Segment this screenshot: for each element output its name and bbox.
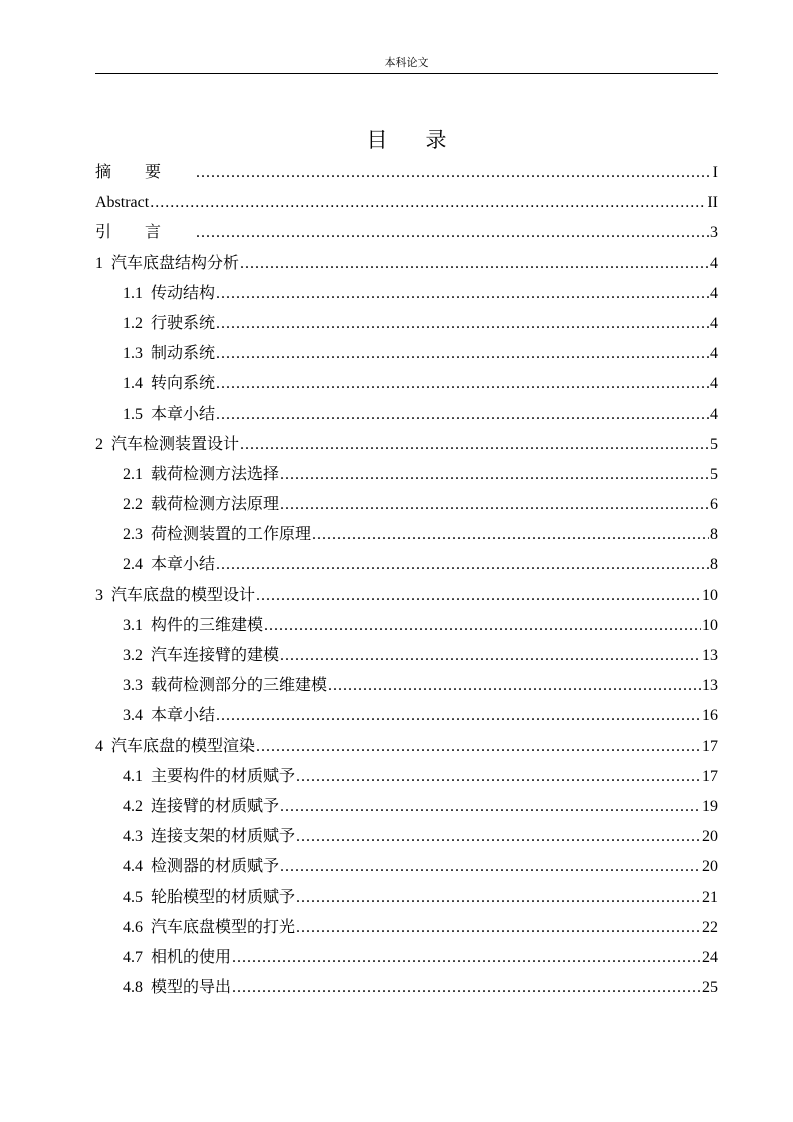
dot-leader [256,732,701,762]
toc-entry-label: 汽车连接臂的建模 [151,647,280,664]
toc-entry-page: 22 [702,918,718,936]
toc-entry-number: 2 [95,435,103,453]
dot-leader [232,973,701,1003]
toc-entry[interactable] [95,309,718,339]
toc-entry[interactable] [95,158,718,188]
toc-entry[interactable] [95,762,718,792]
dot-leader [216,309,709,339]
toc-title: 目录 [366,128,485,152]
toc-entry-page: 4 [710,405,718,423]
toc-entry-page: 21 [702,888,718,906]
toc-entry[interactable] [95,550,718,580]
toc-entry[interactable] [95,460,718,490]
dot-leader [296,822,701,852]
toc-entry-page: 8 [710,556,718,574]
toc-entry-label: 汽车底盘模型的打光 [151,918,296,936]
dot-leader [256,581,701,611]
toc-entry-page: 3 [710,224,718,242]
toc-entry-number: 4 [95,737,103,755]
toc-entry-page: 24 [702,948,718,966]
toc-entry-label: 本章小结 [151,556,216,574]
toc-entry[interactable] [95,641,718,671]
toc-entry-label: 载荷检测方法原理 [151,496,280,514]
toc-entry-number: 4.5 [123,888,143,906]
toc-entry[interactable] [95,581,718,611]
toc-entry-label: 本章小结 [151,405,216,423]
toc-entry-label: 模型的导出 [151,979,232,997]
toc-entry-page: 4 [710,314,718,332]
toc-entry-number: 1.3 [123,345,143,363]
toc-entry-label: 摘要 [95,164,196,181]
toc-entry[interactable] [95,852,718,882]
toc-entry-page: 4 [710,254,718,272]
toc-entry-number: 2.4 [123,556,143,574]
toc-entry-label: 轮胎模型的材质赋予 [151,888,296,906]
toc-entry-number: 1.5 [123,405,143,423]
table-of-contents [95,158,718,1003]
dot-leader [280,852,701,882]
dot-leader [216,369,709,399]
toc-entry-number: 4.6 [123,918,143,936]
toc-entry-label: 汽车底盘结构分析 [111,254,240,272]
toc-entry-number: 1.2 [123,314,143,332]
toc-entry-label: 主要构件的材质赋予 [151,767,296,785]
dot-leader [280,460,709,490]
toc-entry-label: 转向系统 [151,375,216,393]
toc-entry[interactable] [95,430,718,460]
toc-entry-label: 荷检测装置的工作原理 [151,526,312,544]
toc-entry[interactable] [95,611,718,641]
toc-entry-number: 1.1 [123,284,143,302]
toc-entry-page: 20 [702,858,718,876]
toc-entry[interactable] [95,671,718,701]
toc-entry-page: II [707,194,718,212]
dot-leader [264,611,701,641]
toc-entry[interactable] [95,943,718,973]
toc-entry-label: 连接支架的材质赋予 [151,828,296,846]
toc-entry-label: 传动结构 [151,284,216,302]
toc-entry[interactable] [95,249,718,279]
toc-entry-page: 13 [702,677,718,695]
toc-entry-number: 2.2 [123,496,143,514]
toc-entry-label: 载荷检测方法选择 [151,465,280,483]
dot-leader [216,339,709,369]
dot-leader [150,188,706,218]
dot-leader [216,550,709,580]
toc-entry-label: 构件的三维建模 [151,616,264,634]
toc-entry[interactable] [95,218,718,248]
toc-entry-page: 20 [702,828,718,846]
dot-leader [196,158,712,188]
toc-entry[interactable] [95,732,718,762]
toc-entry-number: 3 [95,586,103,604]
toc-entry-number: 1 [95,254,103,272]
toc-entry[interactable] [95,188,718,218]
toc-entry[interactable] [95,400,718,430]
toc-entry-number: 1.4 [123,375,143,393]
toc-entry-page: 8 [710,526,718,544]
dot-leader [328,671,701,701]
header-rule [95,73,718,74]
dot-leader [216,279,709,309]
toc-entry-page: 17 [702,767,718,785]
toc-entry-number: 3.4 [123,707,143,725]
toc-entry-label: 汽车检测装置设计 [111,435,240,453]
toc-entry-label: 汽车底盘的模型设计 [111,586,256,604]
toc-entry-number: 3.2 [123,647,143,664]
toc-entry-page: 17 [702,737,718,755]
toc-entry-page: 4 [710,284,718,302]
toc-entry[interactable] [95,339,718,369]
dot-leader [232,943,701,973]
toc-entry-page: 25 [702,979,718,997]
toc-entry-page: I [712,164,718,181]
dot-leader [280,641,701,671]
toc-entry-number: 4.7 [123,948,143,966]
toc-entry-label: 连接臂的材质赋予 [151,797,280,815]
toc-entry-number: 4.8 [123,979,143,997]
dot-leader [216,400,709,430]
toc-entry-page: 10 [702,616,718,634]
toc-entry-number: 3.1 [123,616,143,634]
dot-leader [196,218,709,248]
dot-leader [296,913,701,943]
toc-entry-label: 载荷检测部分的三维建模 [151,677,328,695]
toc-entry[interactable] [95,822,718,852]
toc-entry[interactable] [95,279,718,309]
dot-leader [296,883,701,913]
dot-leader [240,249,709,279]
toc-entry-page: 10 [702,586,718,604]
toc-entry-number: 4.4 [123,858,143,876]
toc-entry-label: 行驶系统 [151,314,216,332]
toc-entry-label: 检测器的材质赋予 [151,858,280,876]
toc-entry-number: 4.3 [123,828,143,846]
dot-leader [216,701,701,731]
dot-leader [240,430,709,460]
toc-entry-page: 6 [710,496,718,514]
toc-entry[interactable] [95,701,718,731]
toc-entry[interactable] [95,973,718,1003]
toc-entry-label: Abstract [95,194,150,212]
toc-entry-page: 5 [710,435,718,453]
toc-entry[interactable] [95,520,718,550]
toc-entry-label: 引言 [95,224,196,242]
toc-entry[interactable] [95,490,718,520]
toc-entry-label: 相机的使用 [151,948,232,966]
toc-entry-number: 4.2 [123,797,143,815]
toc-entry[interactable] [95,913,718,943]
toc-entry-page: 4 [710,345,718,363]
toc-entry[interactable] [95,369,718,399]
toc-entry-number: 2.1 [123,465,143,483]
toc-entry[interactable] [95,883,718,913]
toc-entry-page: 13 [702,647,718,664]
toc-entry-page: 4 [710,375,718,393]
dot-leader [280,490,709,520]
toc-entry-page: 19 [702,797,718,815]
running-header: 本科论文 [384,57,429,69]
toc-entry-number: 3.3 [123,677,143,695]
toc-entry-label: 本章小结 [151,707,216,725]
dot-leader [280,792,701,822]
dot-leader [312,520,709,550]
dot-leader [296,762,701,792]
toc-entry-label: 制动系统 [151,345,216,363]
toc-entry[interactable] [95,792,718,822]
toc-entry-page: 5 [710,465,718,483]
toc-entry-label: 汽车底盘的模型渲染 [111,737,256,755]
toc-entry-number: 2.3 [123,526,143,544]
toc-entry-number: 4.1 [123,767,143,785]
toc-entry-page: 16 [702,707,718,725]
